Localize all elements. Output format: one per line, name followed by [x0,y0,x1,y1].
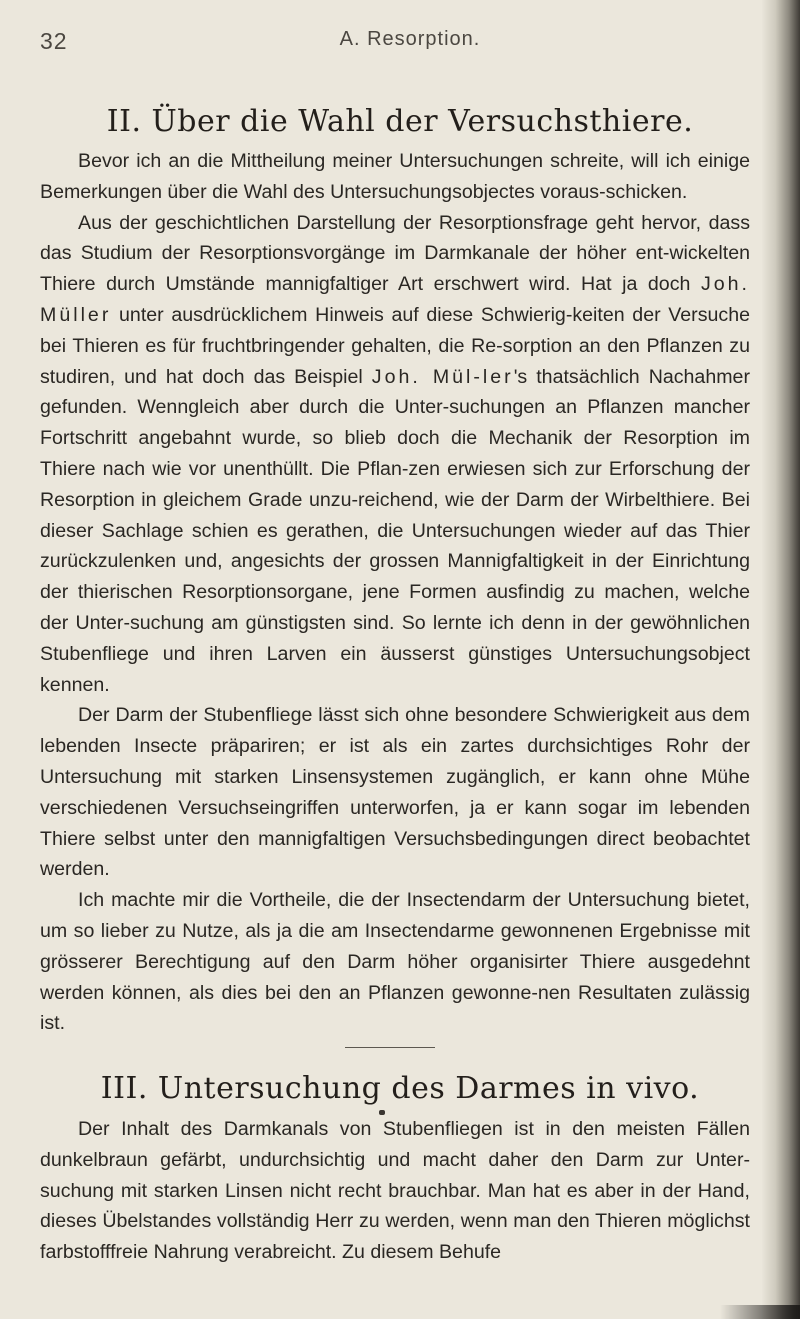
running-head: A. Resorption. [339,28,481,50]
author-name: Joh. Müller [40,273,750,326]
page-edge-shadow [762,0,800,1319]
paragraph: Der Darm der Stubenfliege lässt sich ohne besondere Schwierigkeit aus dem lebenden Insecte präpariren; er ist als ein zartes durchsichtiges Rohr der Untersuchung mit starken Linsensystemen zugänglich, er kann ohne Mühe verschiedenen Versuchseingriffen unterworfen, ja er kann sogar im lebenden Thiere selbst unter den mannigfaltigen Versuchsbedingungen direct beobachtet werden. [40,704,750,881]
section-divider [345,1047,435,1048]
author-name: Joh. Mül-ler [371,365,514,388]
paragraph: Ich machte mir die Vortheile, die der Insectendarm der Untersuchung bietet, um so lieber zu Nutze, als ja die am Insectendarme gewonnenen Ergebnisse mit grösserer Berechtigung auf den Darm höher organisirter Thiere ausgedehnt werden können, als dies bei den an Pflanzen gewonne-nen Resultaten zulässig ist. [40,889,750,1035]
paragraph-text: 's thatsächlich Nachahmer gefunden. Wenngleich aber durch die Unter-suchungen an Pflanzen mancher Fortschritt angebahnt wurde, so blieb doch die Mechanik der Resorption im Thiere nach wie vor unenthüllt. Die Pflan-zen erwiesen sich zur Erforschung der Resorption in gleichem Grade unzu-reichend, wie der Darm der Wirbelthiere. Bei dieser Sachlage schien es gerathen, die Untersuchungen wieder auf das Thier zurückzulenken und, angesichts der grossen Mannigfaltigkeit in der Einrichtung der thierischen Resorptionsorgane, jene Formen ausfindig zu machen, welche der Unter-suchung am günstigsten sind. So lernte ich denn in der gewöhnlichen Stubenfliege und ihren Larven ein äusserst günstiges Untersuchungsobject kennen. [40,365,750,696]
paragraph: Bevor ich an die Mittheilung meiner Untersuchungen schreite, will ich einige Bemerkungen über die Wahl des Untersuchungsobjectes voraus-schicken. [40,150,750,203]
section-3-body [40,1114,750,1268]
paragraph [40,208,750,701]
paragraph-text: Aus der geschichtlichen Darstellung der Resorptionsfrage geht hervor, dass das Studium der Resorptionsvorgänge im Darmkanale der höher ent-wickelten Thiere durch Umstände mannigfaltiger Art erschwert wird. Hat ja doch [40,211,750,296]
page-header [40,28,740,58]
section-2-title: II. Über die Wahl der Versuchsthiere. [106,104,694,139]
section-2-body [40,146,750,1039]
paragraph: Der Inhalt des Darmkanals von Stubenfliegen ist in den meisten Fällen dunkelbraun gefärbt, undurchsichtig und macht daher den Darm zur Unter-suchung mit starken Linsen nicht recht brauchbar. Man hat es aber in der Hand, dieses Übelstandes vollständig Herr zu werden, wenn man den Thieren möglichst farbstofffreie Nahrung verabreicht. Zu diesem Behufe [40,1118,750,1264]
page-number: 32 [40,28,68,54]
section-3-title: III. Untersuchung des Darmes in vivo. [100,1071,700,1106]
paragraph-text: unter ausdrücklichem Hinweis auf diese Schwierig-keiten der Versuche bei Thieren es für fruchtbringender gehalten, die Re-sorption an den Pflanzen zu studiren, und hat doch das Beispiel [40,303,750,388]
page-corner-shadow [720,1305,800,1319]
